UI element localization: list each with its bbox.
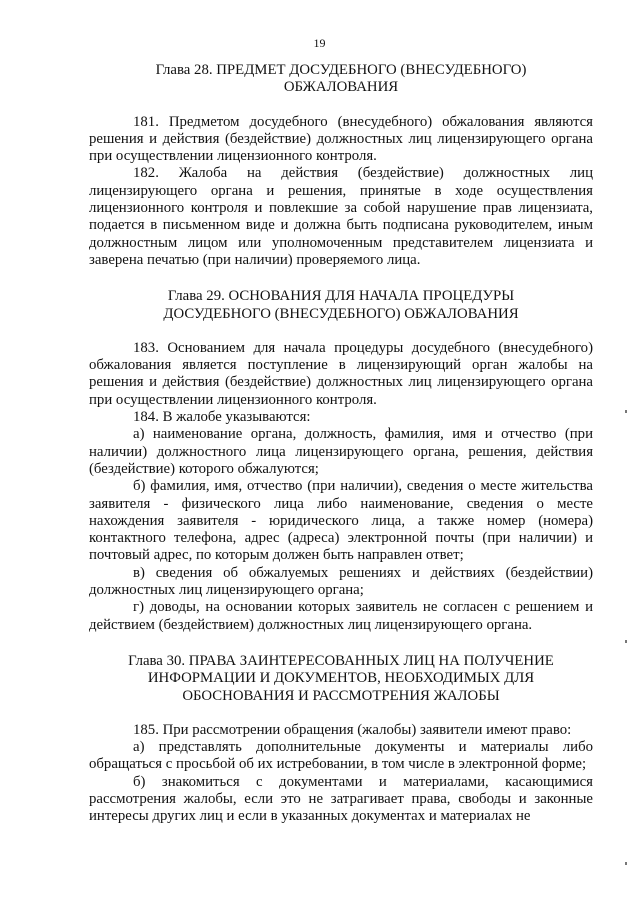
scan-mark (625, 862, 627, 865)
heading-line: ОБОСНОВАНИЯ И РАССМОТРЕНИЯ ЖАЛОБЫ (182, 687, 500, 704)
chapter-30-heading (89, 653, 593, 705)
page-number: 19 (313, 36, 326, 50)
paragraph-181: 181. Предметом досудебного (внесудебного) обжалования являются решения и действия (бездействие) должностных лиц лицензирующего органа при осуществлении лицензионного контроля. (89, 113, 593, 165)
document-body (89, 62, 593, 826)
scan-mark (625, 410, 627, 413)
paragraph-185: 185. При рассмотрении обращения (жалобы) заявители имеют право: (133, 721, 572, 738)
heading-line: ОБЖАЛОВАНИЯ (283, 79, 399, 96)
heading-line: ДОСУДЕБНОГО (ВНЕСУДЕБНОГО) ОБЖАЛОВАНИЯ (163, 305, 519, 322)
paragraph-185-a: а) представлять дополнительные документы и материалы либо обращаться с просьбой об их истребовании, в том числе в электронной форме; (89, 739, 593, 773)
heading-line: Глава 28. ПРЕДМЕТ ДОСУДЕБНОГО (ВНЕСУДЕБНОГО) (155, 62, 527, 78)
paragraph-184-b: б) фамилия, имя, отчество (при наличии), сведения о месте жительства заявителя - физического лица либо наименование, сведения о месте нахождения заявителя - юридического лица, а также номер (номера) контактного телефона, адрес (адреса) электронной почты (при наличии) и почтовый адрес, по которым должен быть направлен ответ; (89, 478, 593, 564)
paragraph-182: 182. Жалоба на действия (бездействие) должностных лиц лицензирующего органа и решения, принятые в ходе осуществления лицензионного контроля и повлекшие за собой нарушение прав лицензиата, подается в письменном виде и должна быть подписана руководителем, иным должностным лицом или уполномоченным представителем лицензиата и заверена печатью (при наличии) проверяемого лица. (89, 165, 593, 268)
scan-mark (625, 640, 627, 643)
heading-line: ИНФОРМАЦИИ И ДОКУМЕНТОВ, НЕОБХОДИМЫХ ДЛЯ (147, 670, 535, 687)
chapter-28-heading (89, 62, 593, 97)
paragraph-183: 183. Основанием для начала процедуры досудебного (внесудебного) обжалования является поступление в лицензирующий орган жалобы на решения и действия (бездействие) должностных лиц лицензирующего органа при осуществлении лицензионного контроля. (89, 339, 593, 408)
chapter-29-heading (89, 288, 593, 323)
paragraph-184-a: а) наименование органа, должность, фамилия, имя и отчество (при наличии) должностного лица лицензирующего органа, решения, действия (бездействие) которого обжалуются; (89, 426, 593, 477)
paragraph-184-v: в) сведения об обжалуемых решениях и действиях (бездействии) должностных лиц лицензирующего органа; (89, 564, 593, 599)
paragraph-184-g: г) доводы, на основании которых заявитель не согласен с решением и действием (бездействием) должностных лиц лицензирующего органа. (89, 599, 593, 633)
heading-line: Глава 30. ПРАВА ЗАИНТЕРЕСОВАННЫХ ЛИЦ НА ПОЛУЧЕНИЕ (128, 652, 554, 669)
heading-line: Глава 29. ОСНОВАНИЯ ДЛЯ НАЧАЛА ПРОЦЕДУРЫ (167, 288, 515, 305)
paragraph-184: 184. В жалобе указываются: (133, 409, 311, 426)
paragraph-185-b: б) знакомиться с документами и материалами, касающимися рассмотрения жалобы, если это не затрагивает права, свободы и законные интересы других лиц и если в указанных документах и материалах не (89, 773, 593, 825)
